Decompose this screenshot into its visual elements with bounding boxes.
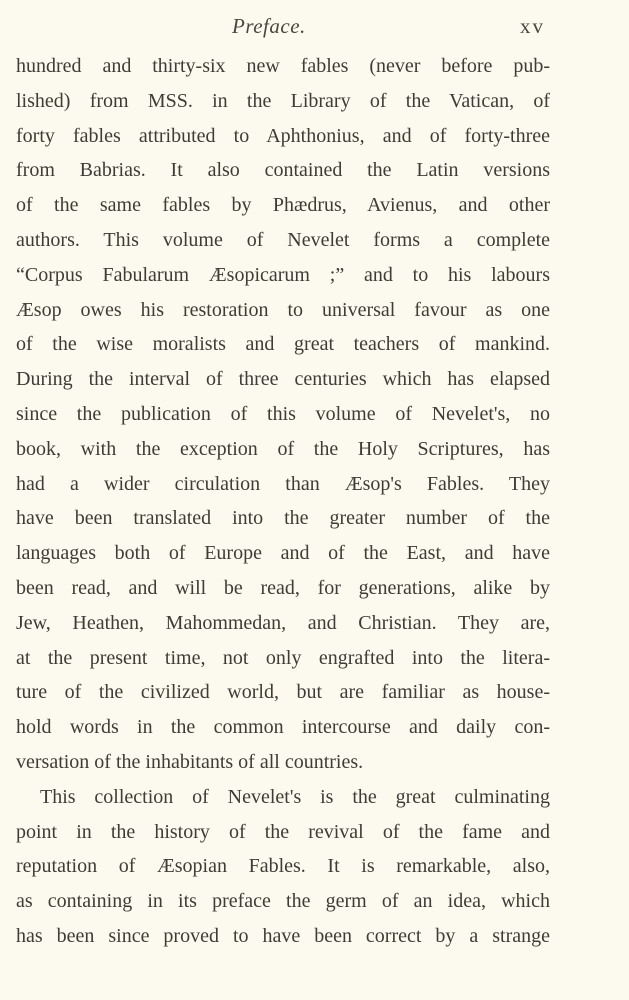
text-line: Æsop owes his restoration to universal favour as one: [16, 298, 550, 321]
text-line: at the present time, not only engrafted into the litera-: [16, 646, 550, 669]
text-line: versation of the inhabitants of all countries.: [16, 750, 364, 773]
text-line: hold words in the common intercourse and daily con-: [16, 716, 550, 739]
paragraph-2: [16, 780, 550, 954]
text-line: has been since proved to have been correct by a strange: [16, 924, 550, 947]
running-head: [0, 14, 629, 44]
text-line: During the interval of three centuries which has elapsed: [16, 368, 550, 391]
text-line: been read, and will be read, for generations, alike by: [16, 576, 550, 599]
text-line: “Corpus Fabularum Æsopicarum ;” and to his labours: [16, 263, 550, 286]
text-line: languages both of Europe and of the East, and have: [16, 542, 550, 565]
text-line: have been translated into the greater number of the: [16, 507, 550, 530]
text-line: This collection of Nevelet's is the great culminating: [40, 785, 550, 808]
text-line: hundred and thirty-six new fables (never before pub-: [16, 55, 550, 77]
body-text: [16, 49, 550, 954]
running-head-title: Preface.: [232, 14, 306, 38]
text-line: authors. This volume of Nevelet forms a complete: [16, 228, 550, 251]
paragraph-1: [16, 49, 550, 780]
text-line: as containing in its preface the germ of an idea, which: [16, 890, 550, 913]
text-line: point in the history of the revival of the fame and: [16, 820, 550, 843]
text-line: since the publication of this volume of Nevelet's, no: [16, 402, 550, 425]
text-line: from Babrias. It also contained the Latin versions: [16, 159, 550, 182]
text-line: book, with the exception of the Holy Scriptures, has: [16, 437, 550, 460]
text-line: ture of the civilized world, but are familiar as house-: [16, 681, 550, 704]
text-line: of the wise moralists and great teachers of mankind.: [16, 333, 550, 356]
page-number: xv: [520, 14, 545, 38]
text-line: forty fables attributed to Aphthonius, and of forty-three: [16, 124, 550, 147]
text-line: of the same fables by Phædrus, Avienus, and other: [16, 194, 550, 217]
text-line: lished) from MSS. in the Library of the Vatican, of: [16, 89, 550, 112]
text-line: reputation of Æsopian Fables. It is remarkable, also,: [16, 855, 550, 878]
text-line: had a wider circulation than Æsop's Fables. They: [16, 472, 550, 495]
text-line: Jew, Heathen, Mahommedan, and Christian. They are,: [16, 611, 550, 634]
